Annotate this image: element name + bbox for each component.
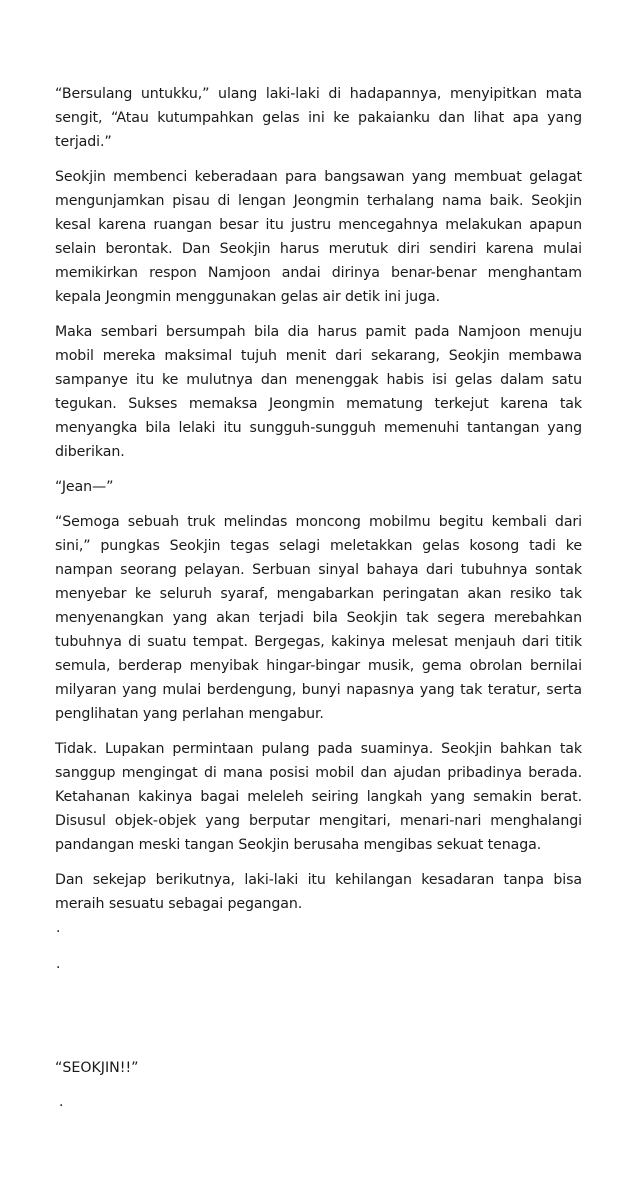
shout-line: “SEOKJIN!!” bbox=[55, 1060, 139, 1076]
paragraph-tidak: Tidak. Lupakan permintaan pulang pada suaminya. Seokjin bahkan tak sanggup mengingat di mana posisi mobil dan ajudan pribadinya berada. Ketahanan kakinya bagai meleleh seiring langkah yang semakin berat. Disusul objek-objek yang berputar mengitari, menari-nari menghalangi pandangan meski tangan Seokjin berusaha mengibas sekuat tenaga. bbox=[55, 741, 582, 853]
paragraph-jean: “Jean—” bbox=[55, 479, 114, 495]
paragraph-champagne: Maka sembari bersumpah bila dia harus pamit pada Namjoon menuju mobil mereka maksimal tujuh menit dari sekarang, Seokjin membawa sampanye itu ke mulutnya dan menenggak habis isi gelas dalam satu tegukan. Sukses memaksa Jeongmin mematung terkejut karena tak menyangka bila lelaki itu sungguh-sungguh memenuhi tantangan yang diberikan. bbox=[55, 324, 582, 460]
paragraph-nobles: Seokjin membenci keberadaan para bangsawan yang membuat gelagat mengunjamkan pisau di lengan Jeongmin terhalang nama baik. Seokjin kesal karena ruangan besar itu justru mencegahnya melakukan apapun selain berontak. Dan Seokjin harus merutuk diri sendiri karena mulai memikirkan respon Namjoon andai dirinya benar-benar menghantam kepala Jeongmin menggunakan gelas air detik ini juga. bbox=[55, 169, 582, 305]
paragraph-toast: “Bersulang untukku,” ulang laki-laki di hadapannya, menyipitkan mata sengit, “Atau kutumpahkan gelas ini ke pakaianku dan lihat apa yang terjadi.” bbox=[55, 86, 582, 150]
story-text bbox=[55, 82, 582, 927]
separator-dot: . bbox=[56, 920, 61, 936]
separator-dot: . bbox=[59, 1094, 64, 1110]
paragraph-pingsan: Dan sekejap berikutnya, laki-laki itu kehilangan kesadaran tanpa bisa meraih sesuatu sebagai pegangan. bbox=[55, 872, 582, 912]
separator-dot: . bbox=[56, 956, 61, 972]
paragraph-truk: “Semoga sebuah truk melindas moncong mobilmu begitu kembali dari sini,” pungkas Seokjin tegas selagi meletakkan gelas kosong tadi ke nampan seorang pelayan. Serbuan sinyal bahaya dari tubuhnya sontak menyebar ke seluruh syaraf, mengabarkan peringatan akan resiko tak menyenangkan yang akan terjadi bila Seokjin tak segera merebahkan tubuhnya di suatu tempat. Bergegas, kakinya melesat menjauh dari titik semula, berderap menyibak hingar-bingar musik, gema obrolan bernilai milyaran yang mulai berdengung, bunyi napasnya yang tak teratur, serta penglihatan yang perlahan mengabur. bbox=[55, 514, 582, 722]
